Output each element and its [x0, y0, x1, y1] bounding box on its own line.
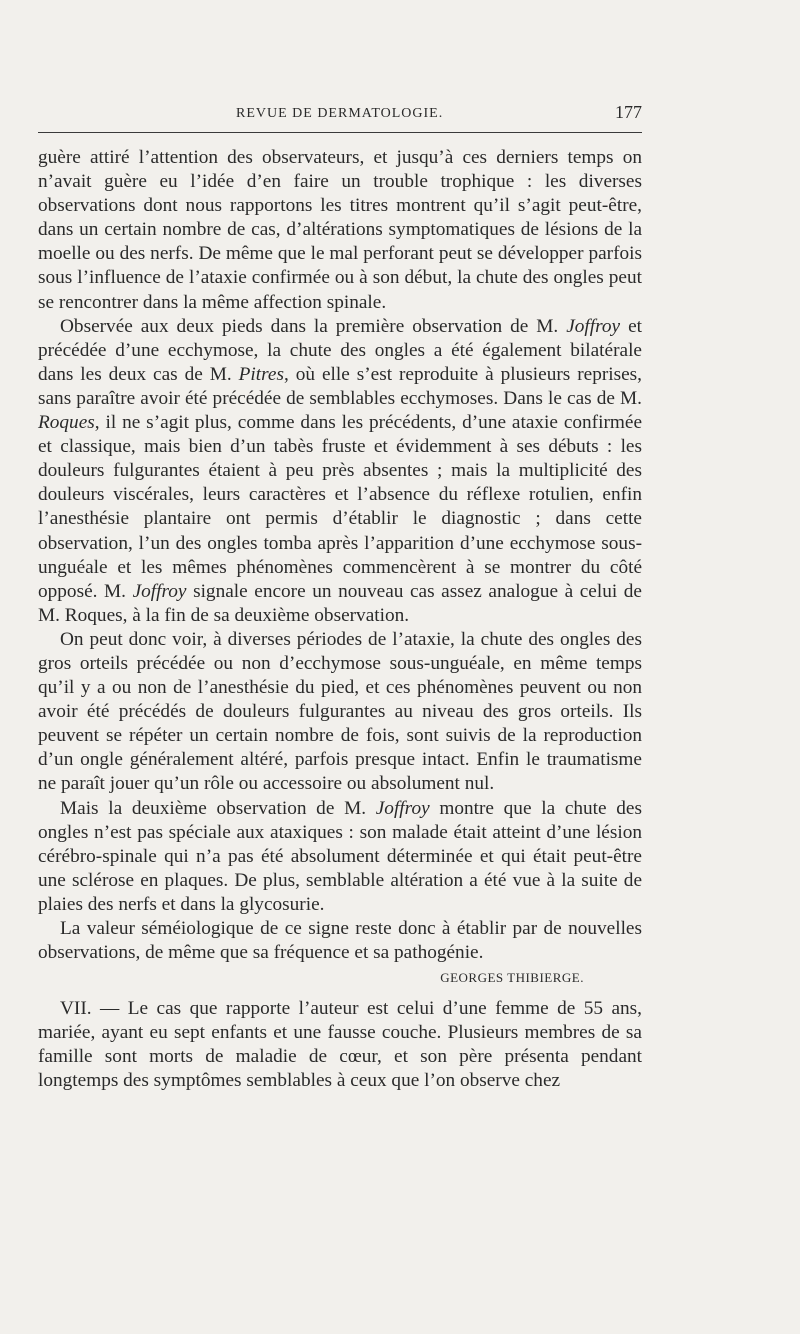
body-paragraph [38, 797, 642, 917]
italic-name: Pitres [238, 363, 284, 385]
text-run: Observée aux deux pieds dans la première observation de M. [60, 315, 567, 337]
body-paragraph [38, 146, 642, 315]
text-run: signale encore un nouveau cas assez analogue à celui de M. Roques, à la fin de sa deuxième observation. [38, 580, 642, 626]
text-run: La valeur séméiologique de ce signe reste donc à établir par de nouvelles observations, de même que sa fréquence et sa pathogénie. [38, 918, 642, 964]
author-signature: GEORGES THIBIERGE. [440, 970, 584, 986]
body-paragraph [38, 628, 642, 797]
body-paragraph [38, 315, 642, 628]
running-title: REVUE DE DERMATOLOGIE. [236, 106, 444, 121]
section-text: — Le cas que rapporte l’auteur est celui d’une femme de 55 ans, mariée, ayant eu sept enfants et une fausse couche. Plusieurs membres de sa famille sont morts de maladie de cœur, et son père présenta pendant longtemps des symptômes semblables à ceux que l’on observe chez [38, 998, 642, 1092]
text-run: Mais la deuxième observation de M. [60, 797, 376, 819]
text-run: et précédée d’une ecchymose, la chute des ongles a été également bilatérale dans les deux cas de M. [38, 315, 642, 385]
section-number: VII. [60, 998, 92, 1020]
page-header [38, 104, 642, 126]
text-run: guère attiré l’attention des observateurs, et jusqu’à ces derniers temps on n’avait guère eu l’idée d’en faire un trouble trophique : les diverses observations dont nous rapportons les titres montrent qu’il s’agit peut-être, dans un certain nombre de cas, d’altérations symptomatiques de lésions de la moelle ou des nerfs. De même que le mal perforant peut se développer parfois sous l’influence de l’ataxie confirmée ou à son début, la chute des ongles peut se rencontrer dans la même affection spinale. [38, 147, 642, 313]
body-text [38, 146, 642, 1094]
text-run: , où elle s’est reproduite à plusieurs reprises, sans paraître avoir été précédée de semblables ecchymoses. Dans le cas de M. [38, 363, 642, 409]
header-rule [38, 132, 642, 133]
paragraphs [38, 146, 642, 965]
text-run: montre que la chute des ongles n’est pas spéciale aux ataxiques : son malade était atteint d’une lésion cérébro-spinale qui n’a pas été absolument déterminée et qui était peut-être une sclérose en plaques. De plus, semblable altération a été vue à la suite de plaies des nerfs et dans la glycosurie. [38, 797, 642, 915]
text-run: , il ne s’agit plus, comme dans les précédents, d’une ataxie confirmée et classique, mais bien d’un tabès fruste et évidemment à ses débuts : les douleurs fulgurantes étaient à peu près absentes ; mais la multiplicité des douleurs viscérales, leurs caractères et l’absence du réflexe rotulien, enfin l’anesthésie plantaire ont permis d’établir le diagnostic ; dans cette observation, l’un des ongles tomba après l’apparition d’une ecchymose sous-unguéale et les mêmes phénomènes commencèrent à se montrer du côté opposé. M. [38, 412, 642, 602]
italic-name: Joffroy [132, 580, 187, 602]
page-number: 177 [615, 102, 642, 122]
text-run: On peut donc voir, à diverses périodes de l’ataxie, la chute des ongles des gros orteils précédée ou non d’ecchymose sous-unguéale, en même temps qu’il y a ou non de l’anesthésie du pied, et ces phénomènes peuvent ou non avoir été précédés de douleurs fulgurantes au niveau des gros orteils. Ils peuvent se répéter un certain nombre de fois, sont suivis de la reproduction d’un ongle généralement altéré, parfois presque intact. Enfin le traumatisme ne paraît jouer qu’un rôle ou accessoire ou absolument nul. [38, 628, 642, 795]
section-vii-paragraph [38, 997, 642, 1093]
body-paragraph [38, 917, 642, 965]
italic-name: Roques [38, 412, 95, 434]
italic-name: Joffroy [566, 315, 621, 337]
italic-name: Joffroy [375, 797, 430, 819]
